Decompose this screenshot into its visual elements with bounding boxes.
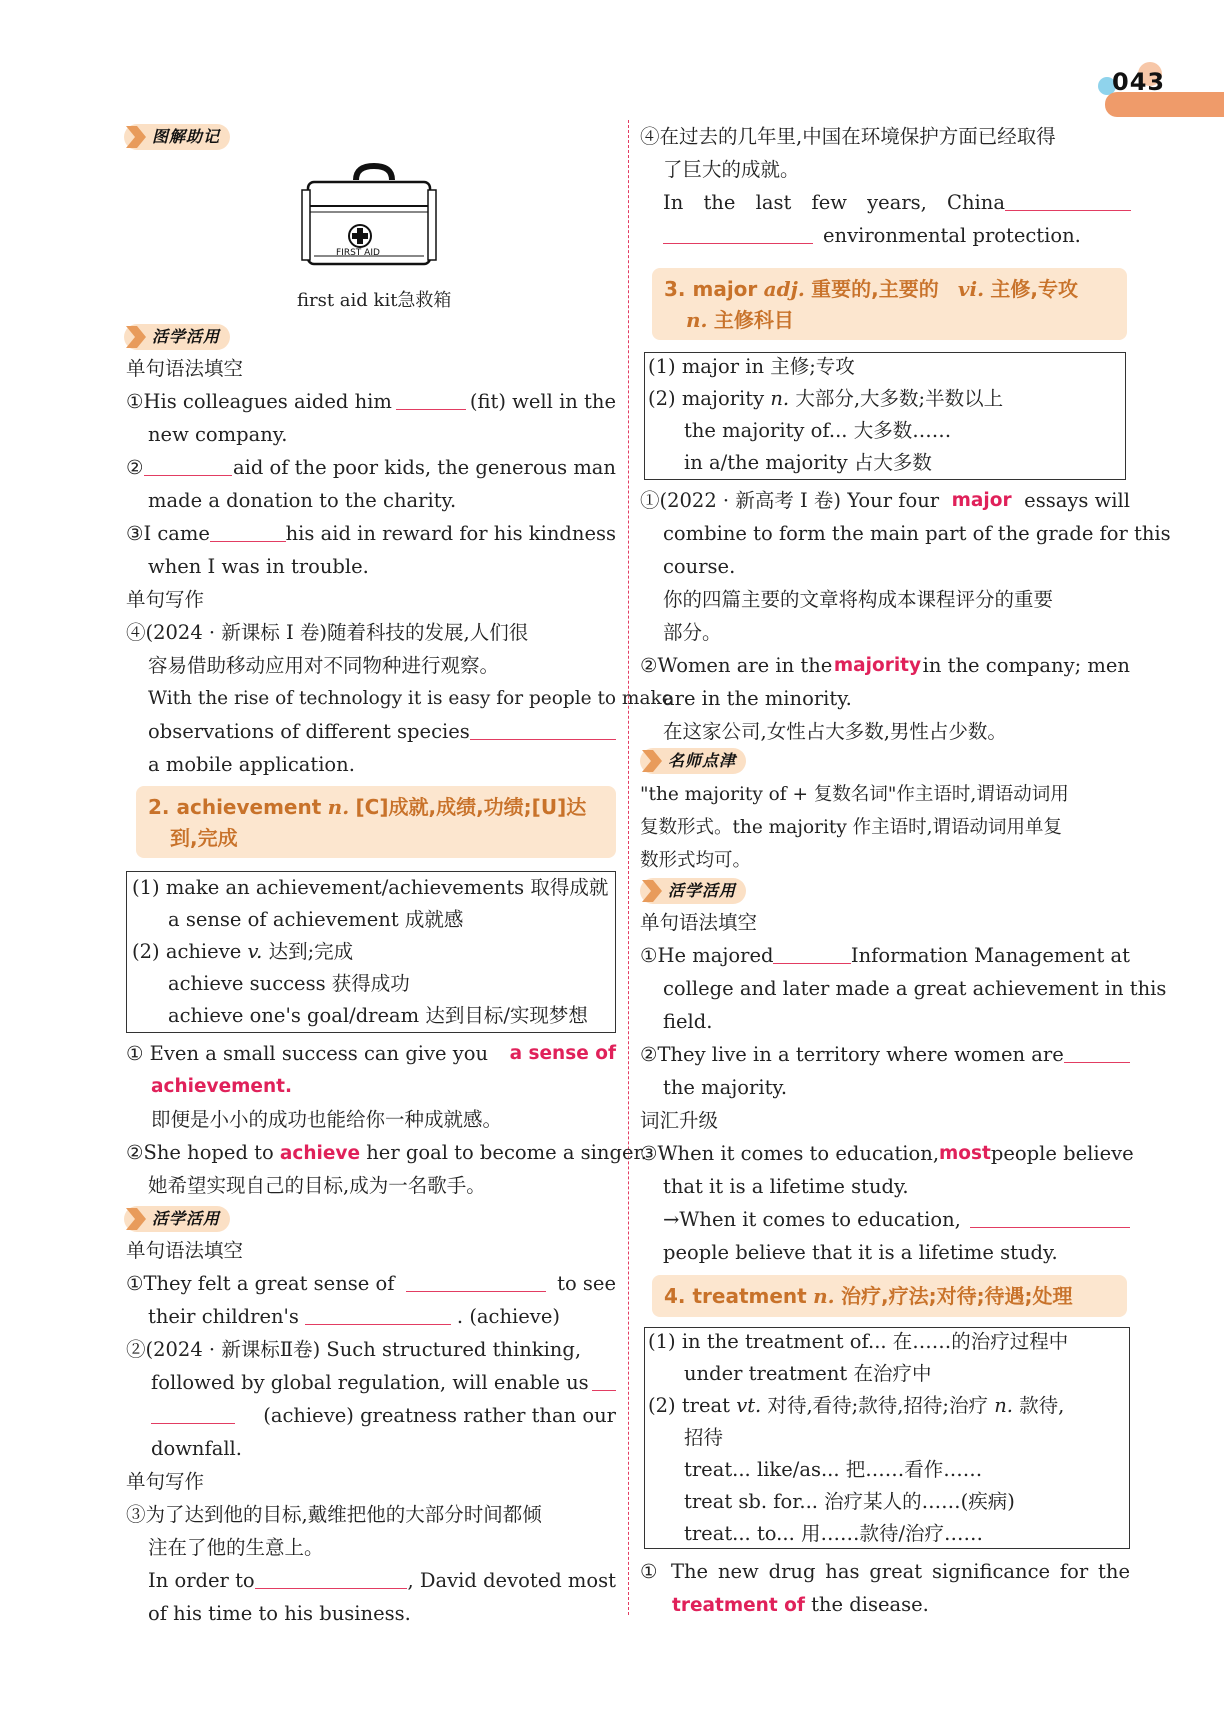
answer-blank[interactable] (970, 1205, 1130, 1228)
exercise-line: ①He majored Information Management at (640, 941, 1130, 971)
chevron-right-icon (642, 880, 662, 902)
phrase-line: treat... like/as... 把……看作…… (684, 1458, 983, 1481)
phrase-line: (1) make an achievement/achievements 取得成就 (132, 876, 609, 899)
example-line: combine to form the main part of the grade for this (663, 522, 1171, 545)
exercise-line: their children's . (achieve) (148, 1302, 560, 1332)
exercise-line: In the last few years, China (663, 188, 1131, 218)
exercise-line: ④(2024 · 新课标 Ⅰ 卷)随着科技的发展,人们很 (126, 621, 529, 644)
page-number: 043 (1112, 68, 1166, 96)
section-heading: 单句语法填空 (126, 357, 244, 380)
example-line: are in the minority. (663, 687, 852, 710)
exercise-line: In order to , David devoted most (148, 1566, 616, 1596)
example-translation: 部分。 (663, 621, 722, 644)
word-heading-major: 3. major adj. 重要的,主要的 vi. 主修,专攻 n. 主修科目 (652, 268, 1127, 340)
exercise-line: ①They felt a great sense of to see (126, 1269, 616, 1299)
exercise-line: ③I came his aid in reward for his kindness (126, 519, 616, 549)
exercise-line: a mobile application. (148, 753, 355, 776)
tag-practice: 活学活用 (124, 1206, 230, 1232)
example-translation: 在这家公司,女性占大多数,男性占少数。 (663, 720, 1007, 743)
example-line: ②She hoped to achieve her goal to become a singer. (126, 1141, 647, 1164)
exercise-line: new company. (148, 423, 288, 446)
answer-blank[interactable] (663, 221, 813, 244)
exercise-line: →When it comes to education, (663, 1205, 1130, 1235)
tag-practice: 活学活用 (640, 878, 746, 904)
answer-blank[interactable] (592, 1368, 616, 1391)
exercise-line: people believe that it is a lifetime study. (663, 1241, 1058, 1264)
exercise-line: With the rise of technology it is easy for people to make (148, 688, 673, 709)
answer-blank[interactable] (396, 387, 466, 410)
answer-blank[interactable] (406, 1269, 546, 1292)
phrase-line: (1) in the treatment of... 在……的治疗过程中 (648, 1330, 1069, 1353)
section-heading: 词汇升级 (640, 1109, 719, 1132)
answer-blank[interactable] (1005, 188, 1131, 211)
chevron-right-icon (126, 126, 146, 148)
example-line: ① The new drug has great significance for the (640, 1560, 1130, 1583)
phrase-line: a sense of achievement 成就感 (168, 908, 464, 931)
exercise-line: the majority. (663, 1076, 788, 1099)
exercise-line: 了巨大的成就。 (663, 158, 800, 181)
phrase-line: achieve one's goal/dream 达到目标/实现梦想 (168, 1004, 588, 1027)
example-line: course. (663, 555, 736, 578)
exercise-line: observations of different species (148, 717, 616, 747)
example-highlight: achievement. (151, 1076, 292, 1097)
tag-practice: 活学活用 (124, 324, 230, 350)
example-translation: 她希望实现自己的目标,成为一名歌手。 (148, 1174, 486, 1197)
exercise-line: followed by global regulation, will enable us (151, 1368, 616, 1398)
phrase-line: 招待 (684, 1426, 724, 1449)
phrase-line: (2) achieve v. 达到;完成 (132, 940, 354, 963)
answer-blank[interactable] (470, 717, 616, 740)
column-divider (628, 120, 629, 1615)
phrase-line: in a/the majority 占大多数 (684, 451, 932, 474)
exercise-line: ②They live in a territory where women are (640, 1040, 1130, 1070)
exercise-line: field. (663, 1010, 713, 1033)
kit-label: FIRST AID (336, 248, 380, 258)
first-aid-kit-image (300, 160, 440, 275)
tag-teacher-note: 名师点津 (640, 748, 746, 774)
answer-blank[interactable] (773, 941, 850, 964)
section-heading: 单句写作 (126, 588, 205, 611)
exercise-line: when I was in trouble. (148, 555, 369, 578)
note-line: 复数形式。the majority 作主语时,谓语动词用单复 (640, 817, 1063, 838)
answer-blank[interactable] (255, 1566, 408, 1589)
exercise-line: college and later made a great achievement in this (663, 977, 1167, 1000)
answer-blank[interactable] (305, 1302, 451, 1325)
exercise-line: ②(2024 · 新课标Ⅱ卷) Such structured thinking, (126, 1338, 582, 1361)
phrase-line: the majority of... 大多数…… (684, 419, 952, 442)
chevron-right-icon (126, 1208, 146, 1230)
exercise-line: ② aid of the poor kids, the generous man (126, 453, 616, 483)
phrase-line: (1) major in 主修;专攻 (648, 355, 855, 378)
exercise-line: ④在过去的几年里,中国在环境保护方面已经取得 (640, 125, 1056, 148)
tag-illustration: 图解助记 (124, 124, 230, 150)
exercise-line: of his time to his business. (148, 1602, 411, 1625)
chevron-right-icon (126, 326, 146, 348)
exercise-line: environmental protection. (663, 221, 1081, 251)
phrase-line: achieve success 获得成功 (168, 972, 410, 995)
word-heading-achievement: 2. achievement n. [C]成就,成绩,功绩;[U]达 到,完成 (136, 786, 616, 858)
exercise-line: ③为了达到他的目标,戴维把他的大部分时间都倾 (126, 1503, 542, 1526)
exercise-line: (achieve) greatness rather than our (151, 1401, 616, 1431)
section-heading: 单句语法填空 (126, 1239, 244, 1262)
exercise-line: ①His colleagues aided him (fit) well in the (126, 387, 616, 417)
word-heading-treatment: 4. treatment n. 治疗,疗法;对待;待遇;处理 (652, 1275, 1127, 1317)
answer-blank[interactable] (144, 453, 232, 476)
phrase-line: under treatment 在治疗中 (684, 1362, 932, 1385)
phrase-line: treat sb. for... 治疗某人的……(疾病) (684, 1490, 1015, 1513)
exercise-line: made a donation to the charity. (148, 489, 457, 512)
section-heading: 单句语法填空 (640, 911, 758, 934)
note-line: 数形式均可。 (640, 850, 752, 871)
example-line: ① Even a small success can give you a sense of (126, 1042, 616, 1065)
example-translation: 即便是小小的成功也能给你一种成就感。 (151, 1108, 503, 1131)
exercise-line: 注在了他的生意上。 (148, 1536, 324, 1559)
example-translation: 你的四篇主要的文章将构成本课程评分的重要 (663, 588, 1054, 611)
chevron-right-icon (642, 750, 662, 772)
exercise-line: 容易借助移动应用对不同物种进行观察。 (148, 654, 500, 677)
exercise-line: ③When it comes to education, most people believe (640, 1142, 1134, 1165)
exercise-line: that it is a lifetime study. (663, 1175, 909, 1198)
example-line: treatment of the disease. (672, 1593, 929, 1616)
phrase-line: treat... to... 用……款待/治疗…… (684, 1522, 984, 1545)
phrase-line: (2) treat vt. 对待,看待;款待,招待;治疗 n. 款待, (648, 1394, 1065, 1417)
section-heading: 单句写作 (126, 1470, 205, 1493)
answer-blank[interactable] (210, 519, 286, 542)
exercise-line: downfall. (151, 1437, 242, 1460)
phrase-line: (2) majority n. 大部分,大多数;半数以上 (648, 387, 1004, 410)
answer-blank[interactable] (151, 1401, 235, 1424)
answer-blank[interactable] (1064, 1040, 1130, 1063)
example-line: ①(2022 · 新高考 Ⅰ 卷) Your four major essays will (640, 489, 1130, 512)
illustration-caption: first aid kit急救箱 (297, 290, 452, 311)
note-line: "the majority of + 复数名词"作主语时,谓语动词用 (640, 784, 1069, 805)
example-line: ②Women are in the majority in the company; men (640, 654, 1130, 677)
